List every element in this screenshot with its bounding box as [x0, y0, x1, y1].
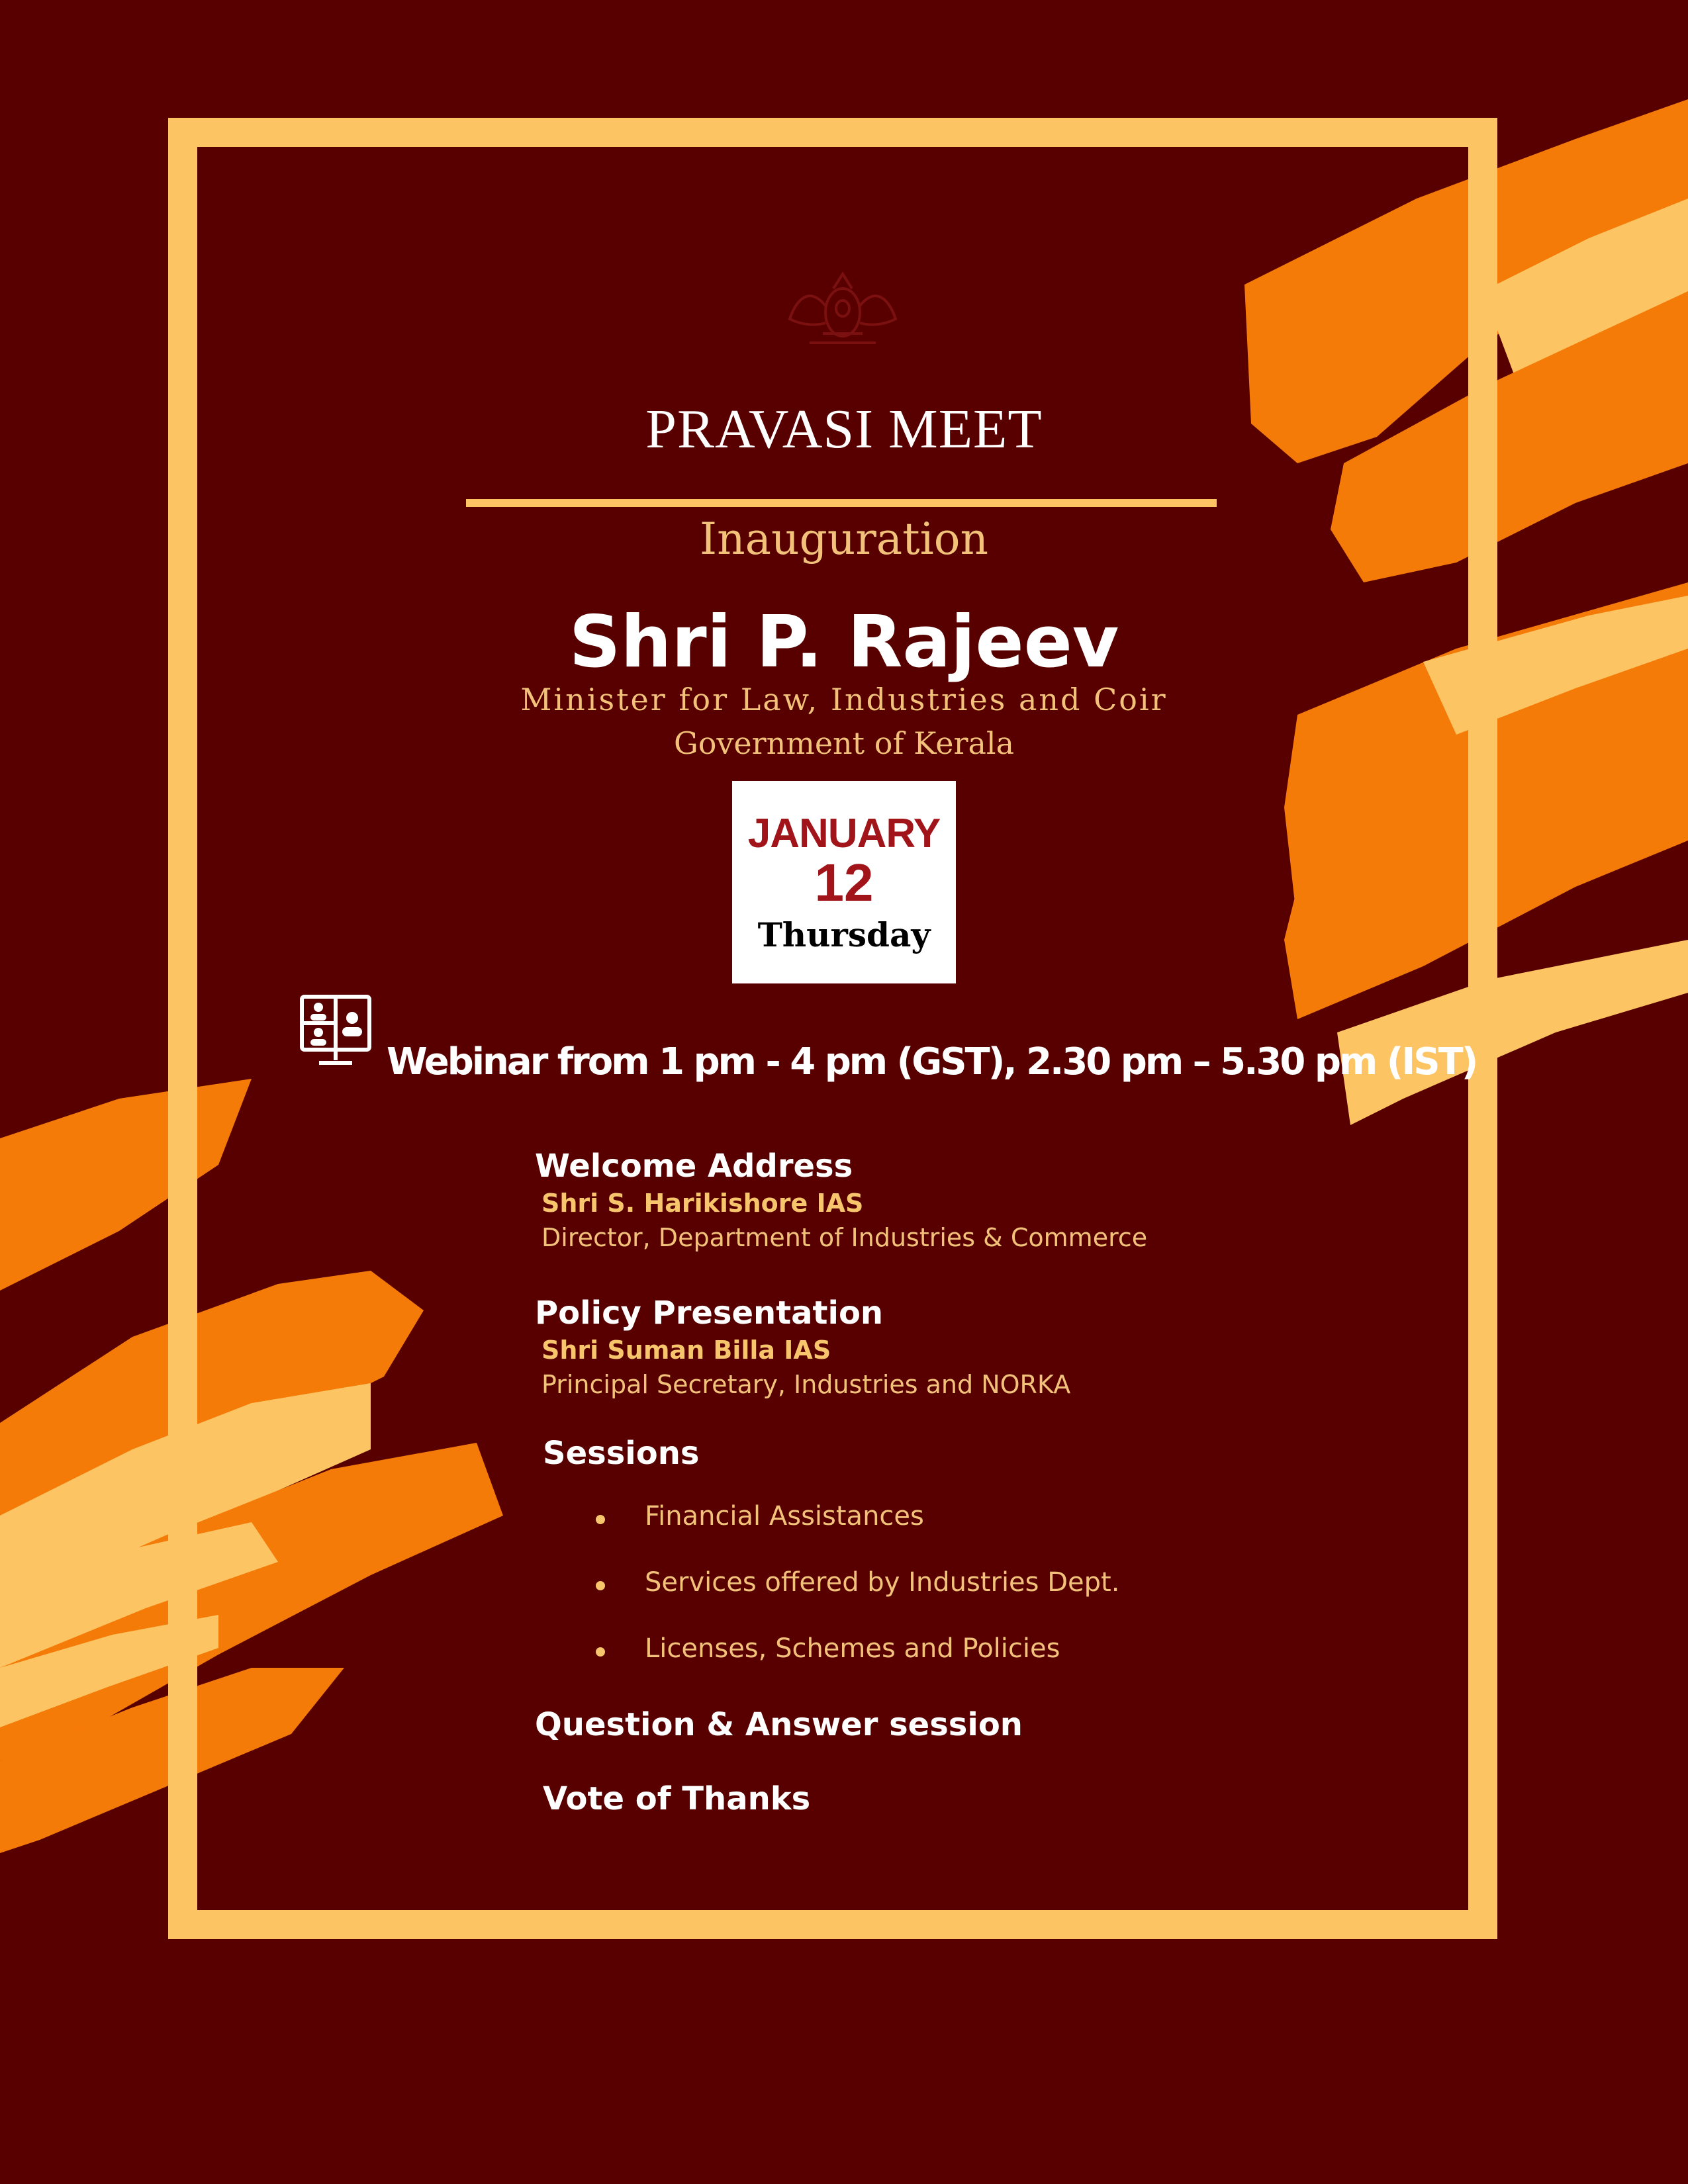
session-item: Financial Assistances [645, 1501, 924, 1531]
sessions-heading: Sessions [543, 1435, 700, 1472]
welcome-speaker: Shri S. Harikishore IAS [541, 1189, 864, 1218]
chief-guest-name: Shri P. Rajeev [569, 601, 1119, 684]
event-subtitle: Inauguration [700, 514, 988, 565]
chief-guest-designation: Minister for Law, Industries and Coir [520, 682, 1168, 717]
bullet [596, 1515, 605, 1524]
title-divider [466, 499, 1217, 507]
thanks-heading: Vote of Thanks [543, 1780, 811, 1817]
welcome-heading: Welcome Address [535, 1148, 853, 1185]
bullet [596, 1581, 605, 1590]
kerala-emblem-icon [770, 259, 915, 359]
government-name: Government of Kerala [673, 725, 1015, 761]
session-item: Services offered by Industries Dept. [645, 1567, 1120, 1598]
policy-speaker-role: Principal Secretary, Industries and NORKA [541, 1370, 1071, 1399]
policy-heading: Policy Presentation [535, 1295, 884, 1332]
welcome-speaker-role: Director, Department of Industries & Commerce [541, 1223, 1148, 1252]
date-month: JANUARY [747, 811, 941, 856]
date-day: 12 [814, 853, 874, 912]
qa-heading: Question & Answer session [535, 1706, 1023, 1743]
video-conference-icon [299, 994, 372, 1068]
session-item: Licenses, Schemes and Policies [645, 1633, 1060, 1664]
date-weekday: Thursday [757, 915, 931, 954]
date-card [732, 781, 956, 983]
event-title: PRAVASI MEET [645, 398, 1043, 460]
webinar-time: Webinar from 1 pm - 4 pm (GST), 2.30 pm – 5.30 pm (IST) [387, 1040, 1477, 1083]
bullet [596, 1647, 605, 1657]
policy-speaker: Shri Suman Billa IAS [541, 1336, 831, 1365]
